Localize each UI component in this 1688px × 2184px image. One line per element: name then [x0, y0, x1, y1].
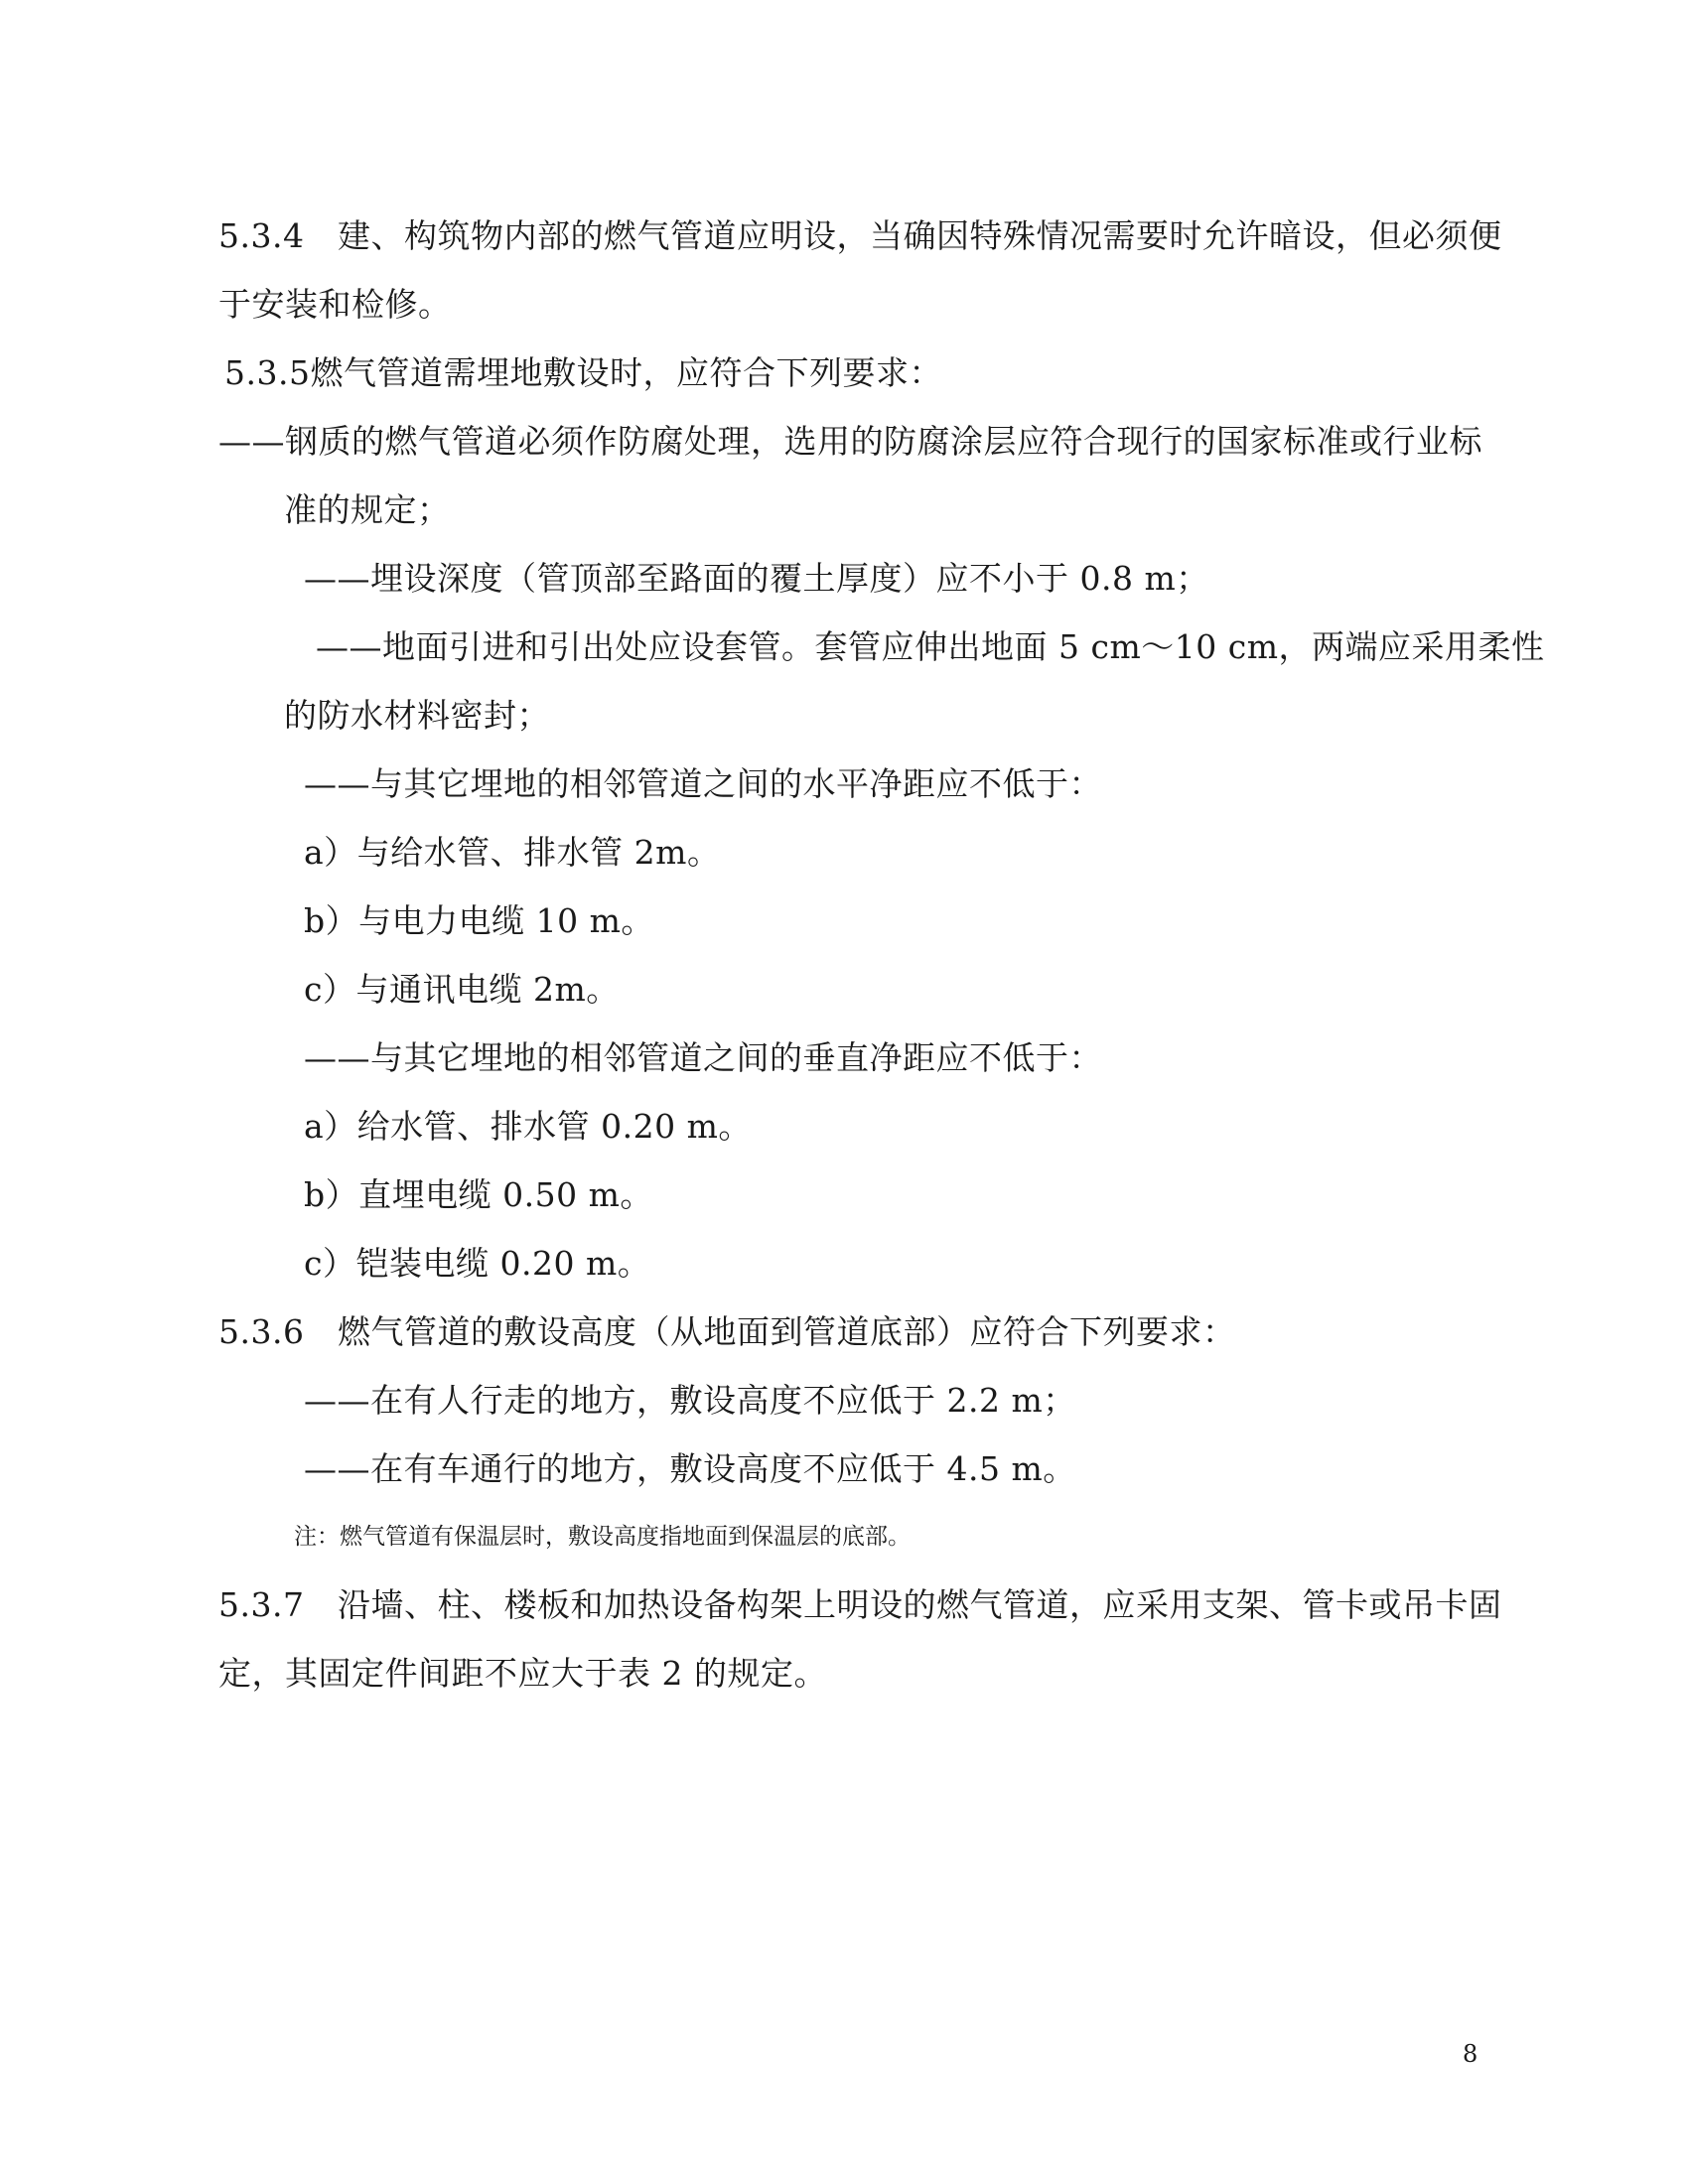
list-item-casing-line-2: 的防水材料密封； [284, 696, 550, 735]
sub-item-vertical-b: b）直埋电缆 0.50 m。 [304, 1175, 653, 1214]
sub-item-vertical-c: c）铠装电缆 0.20 m。 [304, 1244, 651, 1283]
clause-5-3-7-line-2: 定，其固定件间距不应大于表 2 的规定。 [218, 1654, 827, 1693]
list-item-casing-line-1: ——地面引进和引出处应设套管。套管应伸出地面 5 cm～10 cm，两端应采用柔性 [316, 627, 1545, 666]
list-item-anticorrosion-line-1: ——钢质的燃气管道必须作防腐处理，选用的防腐涂层应符合现行的国家标准或行业标 [218, 422, 1482, 461]
clause-5-3-6-heading: 5.3.6 燃气管道的敷设高度（从地面到管道底部）应符合下列要求： [218, 1312, 1236, 1351]
list-item-pedestrian-height: ——在有人行走的地方，敷设高度不应低于 2.2 m； [304, 1381, 1076, 1420]
sub-item-horizontal-a: a）与给水管、排水管 2m。 [304, 833, 721, 872]
clause-5-3-4-line-2: 于安装和检修。 [218, 285, 452, 324]
clause-5-3-7-line-1: 5.3.7 沿墙、柱、楼板和加热设备构架上明设的燃气管道，应采用支架、管卡或吊卡固 [218, 1585, 1502, 1624]
sub-item-horizontal-b: b）与电力电缆 10 m。 [304, 901, 654, 940]
list-item-anticorrosion-line-2: 准的规定； [284, 490, 451, 529]
clause-5-3-4-line-1: 5.3.4 建、构筑物内部的燃气管道应明设，当确因特殊情况需要时允许暗设，但必须便 [218, 216, 1502, 255]
sub-item-vertical-a: a）给水管、排水管 0.20 m。 [304, 1107, 752, 1146]
note-insulation: 注：燃气管道有保温层时，敷设高度指地面到保温层的底部。 [294, 1524, 911, 1550]
list-item-horizontal-clearance: ——与其它埋地的相邻管道之间的水平净距应不低于： [304, 764, 1102, 803]
list-item-burial-depth: ——埋设深度（管顶部至路面的覆土厚度）应不小于 0.8 m； [304, 559, 1209, 598]
page-number: 8 [1463, 2040, 1478, 2068]
sub-item-horizontal-c: c）与通讯电缆 2m。 [304, 970, 620, 1009]
list-item-vertical-clearance: ——与其它埋地的相邻管道之间的垂直净距应不低于： [304, 1038, 1102, 1077]
list-item-vehicle-height: ——在有车通行的地方，敷设高度不应低于 4.5 m。 [304, 1449, 1076, 1488]
clause-5-3-5-heading: 5.3.5燃气管道需埋地敷设时，应符合下列要求： [224, 353, 942, 392]
